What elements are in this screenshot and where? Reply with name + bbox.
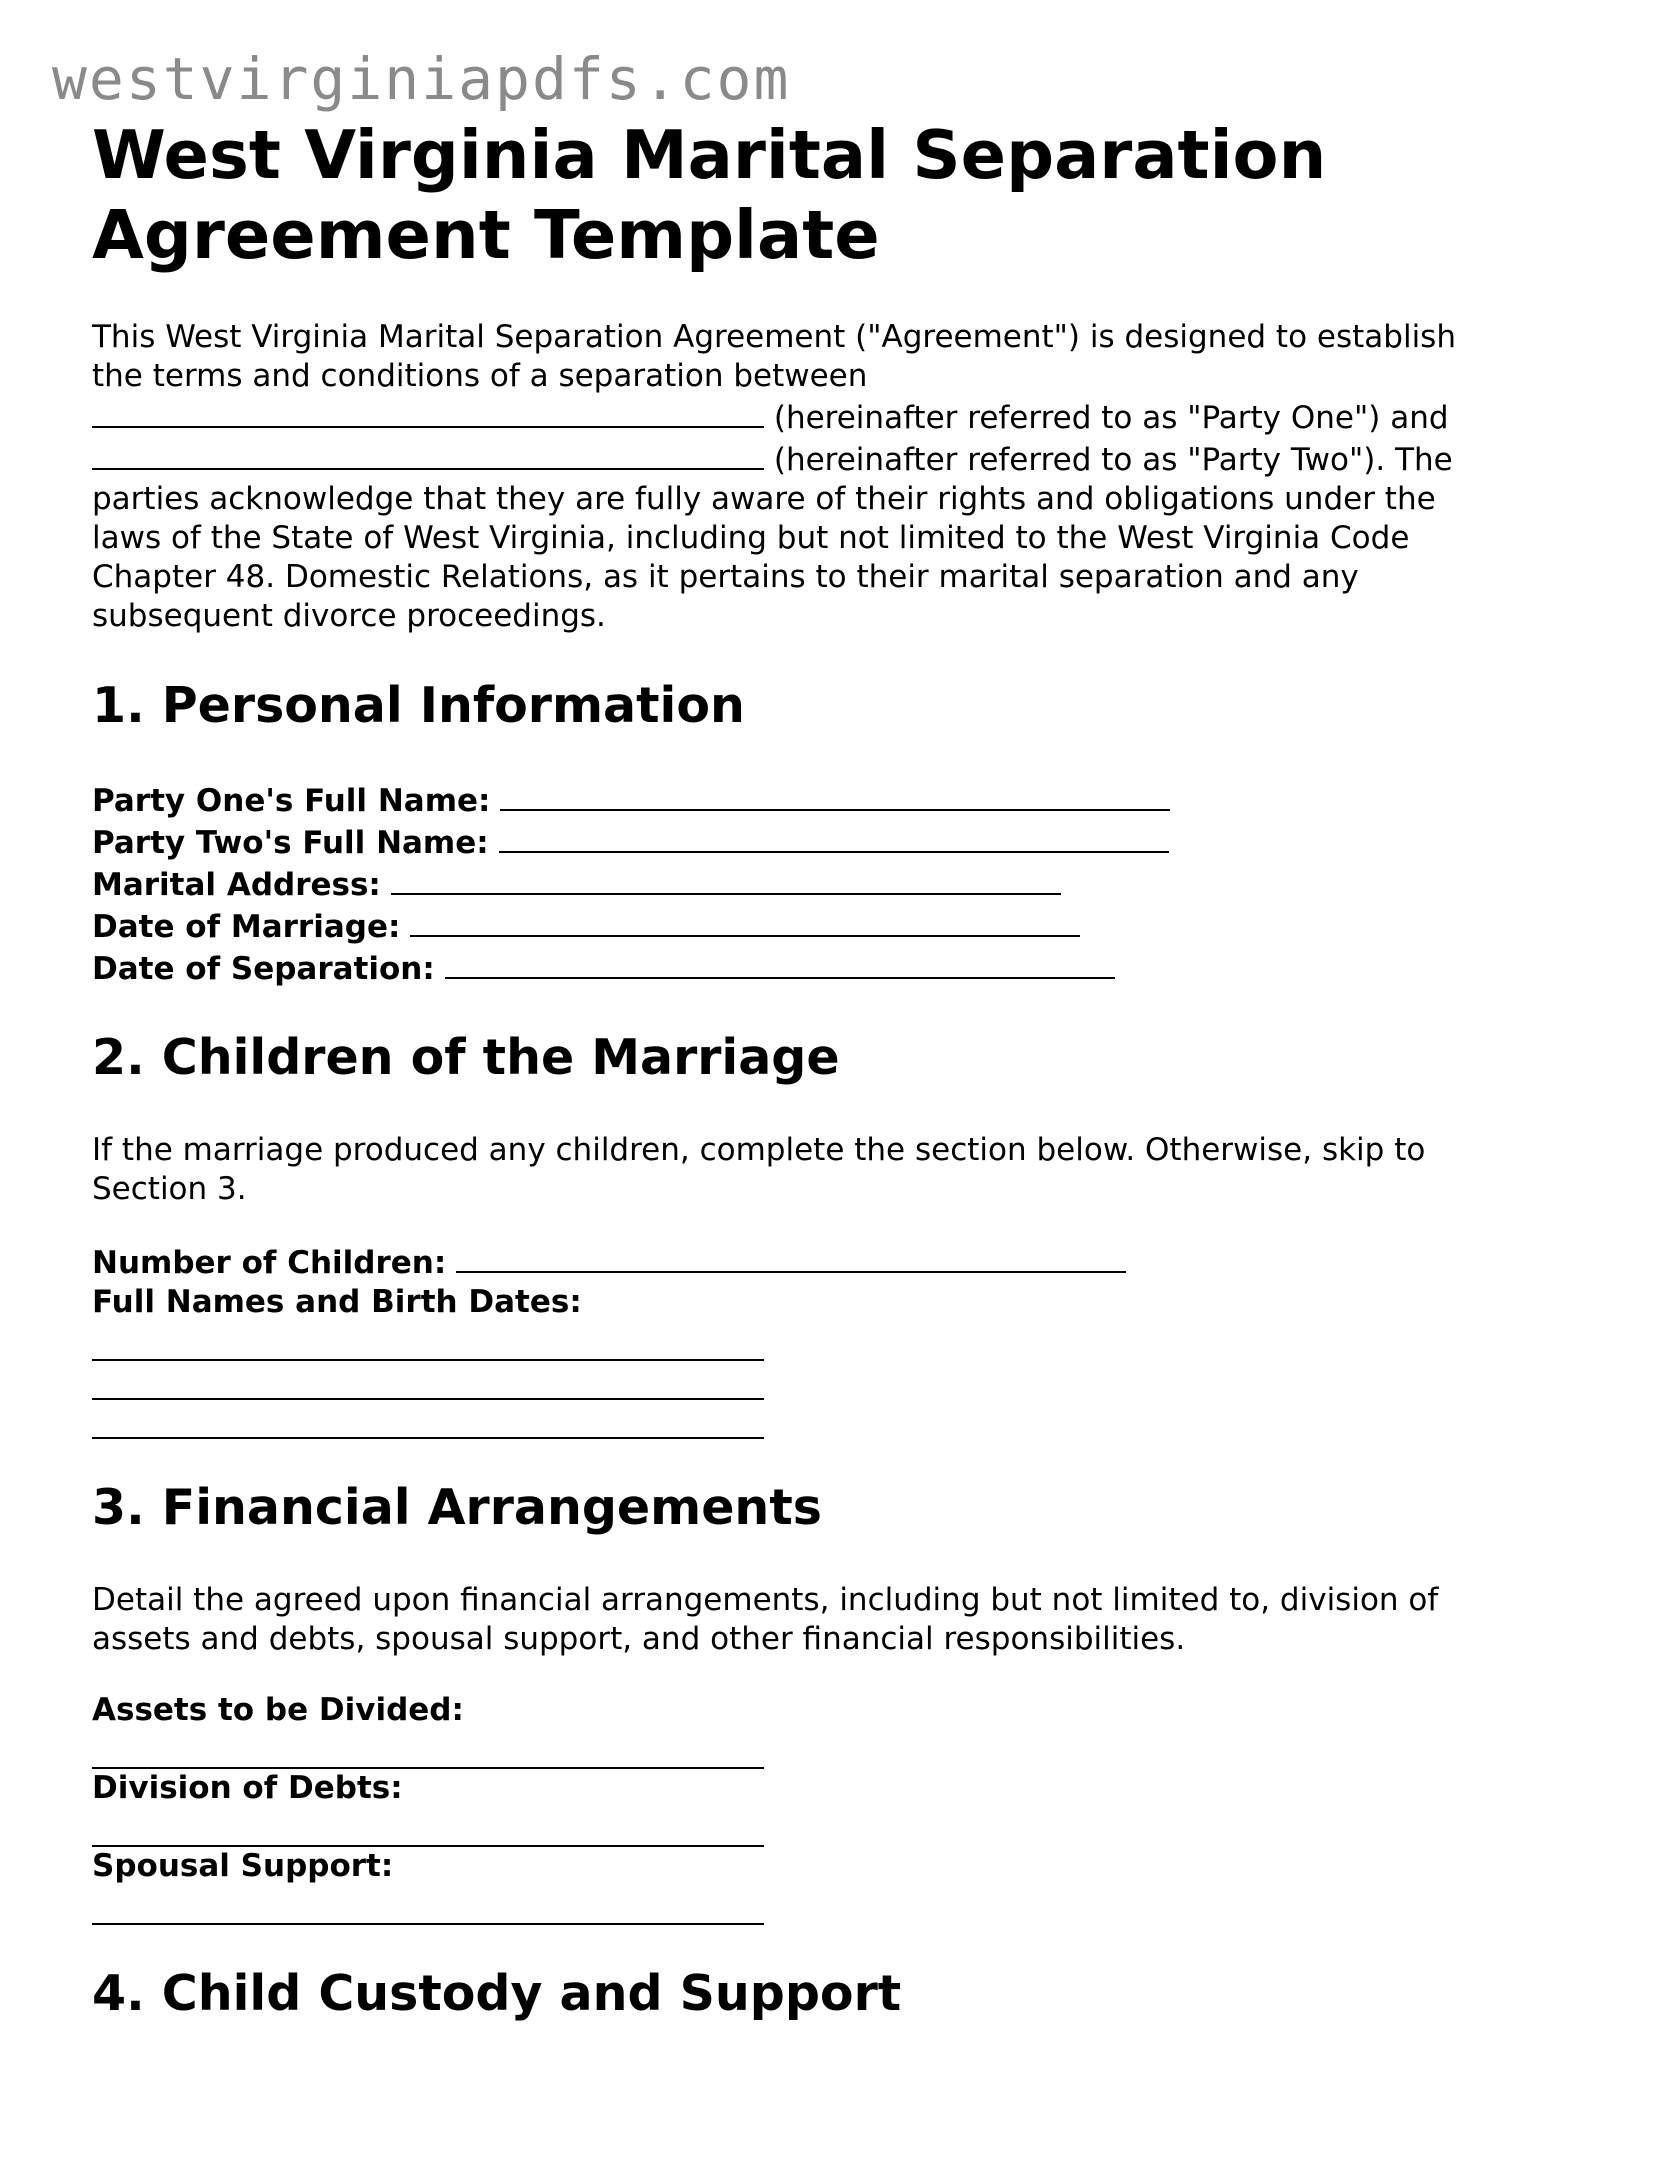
date-of-separation-label: Date of Separation: (92, 951, 435, 987)
children-names-row (92, 1283, 1552, 1322)
section-3-heading: 3. Financial Arrangements (92, 1479, 822, 1536)
section-4-heading: 4. Child Custody and Support (92, 1965, 902, 2022)
party-two-name-label: Party Two's Full Name: (92, 825, 489, 861)
debts-label: Division of Debts: (92, 1770, 403, 1806)
spousal-support-label: Spousal Support: (92, 1848, 394, 1884)
marital-address-field[interactable] (391, 863, 1061, 895)
intro-line-2: the terms and conditions of a separation between (92, 358, 868, 394)
intro-paragraph (92, 318, 1552, 636)
assets-label: Assets to be Divided: (92, 1692, 464, 1728)
assets-row (92, 1691, 1552, 1730)
marital-address-row (92, 863, 1552, 905)
marital-address-label: Marital Address: (92, 867, 381, 903)
intro-line-6: laws of the State of West Virginia, including but not limited to the West Virginia Code (92, 520, 1410, 556)
watermark: westvirginiapdfs.com (52, 45, 791, 113)
intro-party-two-text: (hereinafter referred to as "Party Two"). The (764, 442, 1453, 478)
spousal-support-row (92, 1847, 1552, 1886)
title-line-2: Agreement Template (92, 196, 880, 274)
section-1-heading: 1. Personal Information (92, 677, 745, 734)
section-2-paragraph (92, 1131, 1552, 1209)
intro-line-8: subsequent divorce proceedings. (92, 598, 606, 634)
children-names-field-3[interactable] (92, 1400, 764, 1439)
title-line-1: West Virginia Marital Separation (92, 116, 1327, 194)
date-of-separation-field[interactable] (445, 947, 1115, 979)
section-2-para-line-1: If the marriage produced any children, complete the section below. Otherwise, skip to (92, 1132, 1426, 1168)
children-fields (92, 1241, 1552, 1439)
date-of-separation-row (92, 947, 1552, 989)
number-of-children-label: Number of Children: (92, 1245, 447, 1281)
section-2-para-line-2: Section 3. (92, 1171, 247, 1207)
party-two-name-field[interactable] (499, 821, 1169, 853)
date-of-marriage-label: Date of Marriage: (92, 909, 401, 945)
section-2-heading: 2. Children of the Marriage (92, 1029, 840, 1086)
date-of-marriage-field[interactable] (410, 905, 1080, 937)
party-one-name-field[interactable] (500, 779, 1170, 811)
party-one-name-row (92, 779, 1552, 821)
date-of-marriage-row (92, 905, 1552, 947)
party-one-name-label: Party One's Full Name: (92, 783, 491, 819)
page-title (92, 115, 1552, 275)
document-body (92, 115, 1552, 2067)
intro-line-7: Chapter 48. Domestic Relations, as it pertains to their marital separation and any (92, 559, 1359, 595)
children-names-label: Full Names and Birth Dates: (92, 1284, 582, 1320)
debts-field[interactable] (92, 1808, 764, 1847)
intro-line-5: parties acknowledge that they are fully aware of their rights and obligations under the (92, 481, 1436, 517)
intro-line-1: This West Virginia Marital Separation Agreement ("Agreement") is designed to establish (92, 319, 1456, 355)
children-names-field-1[interactable] (92, 1322, 764, 1361)
party-one-blank[interactable] (92, 396, 764, 428)
debts-row (92, 1769, 1552, 1808)
personal-info-fields (92, 779, 1552, 989)
intro-party-one-text: (hereinafter referred to as "Party One") and (764, 400, 1449, 436)
assets-field[interactable] (92, 1730, 764, 1769)
party-two-blank[interactable] (92, 438, 764, 470)
section-3-para-line-2: assets and debts, spousal support, and other financial responsibilities. (92, 1621, 1186, 1657)
section-3-para-line-1: Detail the agreed upon financial arrangements, including but not limited to, division of (92, 1582, 1439, 1618)
number-of-children-row (92, 1241, 1552, 1283)
party-two-name-row (92, 821, 1552, 863)
section-3-paragraph (92, 1581, 1552, 1659)
spousal-support-field[interactable] (92, 1886, 764, 1925)
children-names-field-2[interactable] (92, 1361, 764, 1400)
financial-fields (92, 1691, 1552, 1925)
number-of-children-field[interactable] (456, 1241, 1126, 1273)
